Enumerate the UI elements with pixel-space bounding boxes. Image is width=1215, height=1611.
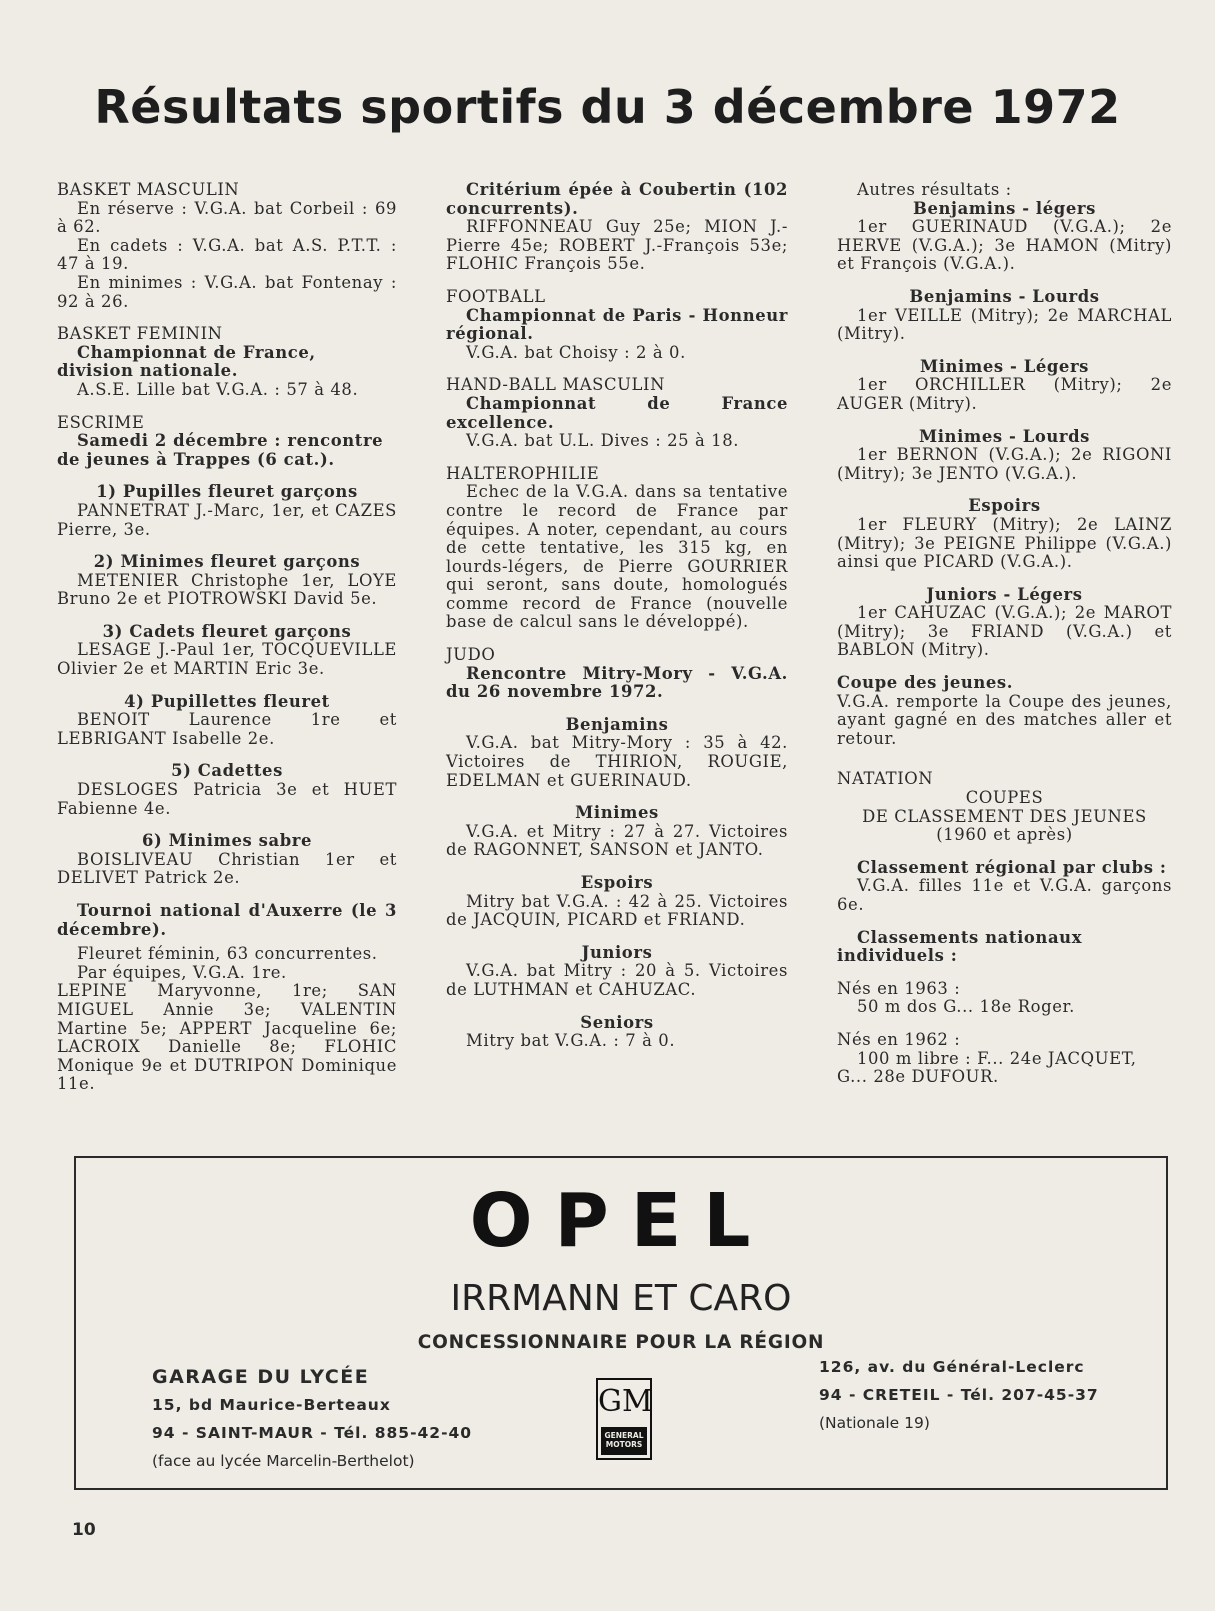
result-line: V.G.A. remporte la Coupe des jeunes, ayant gagné en des matches aller et retour.: [837, 691, 1172, 748]
result-line: V.G.A. filles 11e et V.G.A. garçons 6e.: [837, 876, 1172, 914]
section-judo: [446, 646, 788, 1051]
garage-note: (Nationale 19): [819, 1414, 930, 1432]
result-line: RIFFONNEAU Guy 25e; MION J.-Pierre 45e; ROBERT J.-François 53e; FLOHIC François 55e.: [446, 217, 788, 274]
category-title: Benjamins - Lourds: [909, 286, 1100, 306]
subheading: Coupe des jeunes.: [837, 673, 1014, 693]
result-line: 1er GUERINAUD (V.G.A.); 2e HERVE (V.G.A.); 3e HAMON (Mitry) et François (V.G.A.).: [837, 217, 1172, 274]
brand-logo: OPEL: [469, 1178, 773, 1264]
result-line: METENIER Christophe 1er, LOYE Bruno 2e et PIOTROWSKI David 5e.: [57, 570, 397, 609]
subheading: Nés en 1962 :: [837, 1029, 961, 1049]
subheading: Classements nationaux individuels :: [837, 927, 1083, 966]
result-line: En minimes : V.G.A. bat Fontenay : 92 à 26.: [57, 272, 397, 311]
result-line: BOISLIVEAU Christian 1er et DELIVET Patrick 2e.: [57, 849, 397, 888]
category-title: Espoirs: [580, 873, 654, 892]
subheading: Nés en 1963 :: [837, 978, 961, 998]
garage-name: GARAGE DU LYCÉE: [152, 1366, 370, 1388]
result-line: Mitry bat V.G.A. : 7 à 0.: [466, 1031, 676, 1051]
section-heading: JUDO: [446, 645, 496, 665]
result-line: 1er ORCHILLER (Mitry); 2e AUGER (Mitry).: [837, 375, 1172, 413]
gm-logo-icon: [596, 1378, 652, 1460]
category-title: 1) Pupilles fleuret garçons: [96, 482, 358, 502]
category-title: Benjamins: [565, 714, 669, 734]
section-escrime: [57, 414, 397, 1094]
garage-street: 126, av. du Général-Leclerc: [819, 1358, 1085, 1376]
category-title: Minimes - Légers: [919, 356, 1090, 376]
section-basket-masculin: [57, 181, 397, 311]
result-line: BENOIT Laurence 1re et LEBRIGANT Isabelle 2e.: [57, 710, 397, 748]
column-3: [837, 181, 1172, 1087]
section-heading: Autres résultats :: [857, 180, 1012, 199]
company-name: IRRMANN ET CARO: [450, 1278, 792, 1319]
subheading: Rencontre Mitry-Mory - V.G.A. du 26 novembre 1972.: [446, 663, 788, 702]
gm-logo-text: GM: [598, 1384, 653, 1419]
category-title: Juniors - Légers: [926, 584, 1083, 604]
section-heading: BASKET FEMININ: [57, 324, 223, 344]
garage-city-phone: 94 - SAINT-MAUR - Tél. 885-42-40: [152, 1424, 473, 1442]
section-halterophilie: [446, 465, 788, 632]
result-line: A.S.E. Lille bat V.G.A. : 57 à 48.: [77, 379, 359, 399]
result-line: 1er BERNON (V.G.A.); 2e RIGONI (Mitry); 3e JENTO (V.G.A.).: [837, 445, 1172, 483]
result-line: 1er CAHUZAC (V.G.A.); 2e MAROT (Mitry); 3e FRIAND (V.G.A.) et BABLON (Mitry).: [837, 603, 1172, 660]
opel-advertisement: [74, 1156, 1168, 1490]
garage-note: (face au lycée Marcelin-Berthelot): [152, 1452, 415, 1470]
result-line: V.G.A. bat U.L. Dives : 25 à 18.: [466, 431, 740, 451]
result-line: V.G.A. bat Choisy : 2 à 0.: [466, 342, 686, 362]
subheading: Championnat de France, division nationale.: [57, 342, 316, 381]
category-title: 2) Minimes fleuret garçons: [93, 552, 361, 572]
result-line: Fleuret féminin, 63 concurrentes.: [77, 944, 378, 964]
result-line: PANNETRAT J.-Marc, 1er, et CAZES Pierre, 3e.: [57, 500, 397, 539]
section-epee: [446, 181, 788, 274]
category-title: 4) Pupillettes fleuret: [124, 691, 330, 711]
category-title: 6) Minimes sabre: [141, 831, 313, 851]
result-line: 1er FLEURY (Mitry); 2e LAINZ (Mitry); 3e PEIGNE Philippe (V.G.A.) ainsi que PICARD (V.G.A.).: [837, 514, 1172, 572]
garage-left-address: [152, 1363, 472, 1475]
subheading: Classement régional par clubs :: [857, 857, 1167, 877]
column-2: [446, 181, 788, 1065]
subheading: Tournoi national d'Auxerre (le 3 décembre).: [57, 901, 397, 939]
section-basket-feminin: [57, 325, 397, 399]
garage-right-address: [819, 1353, 1099, 1437]
section-heading: ESCRIME: [57, 412, 145, 432]
result-line: En cadets : V.G.A. bat A.S. P.T.T. : 47 à 19.: [57, 235, 397, 274]
subheading: Championnat de France excellence.: [446, 393, 788, 432]
section-heading: HALTEROPHILIE: [446, 463, 600, 483]
result-line: LESAGE J.-Paul 1er, TOCQUEVILLE Olivier 2e et MARTIN Eric 3e.: [57, 640, 397, 679]
category-title: COUPES: [965, 788, 1044, 808]
category-title: 3) Cadets fleuret garçons: [102, 621, 352, 641]
category-title: Minimes - Lourds: [918, 426, 1091, 446]
section-heading: FOOTBALL: [446, 286, 546, 306]
category-title: Seniors: [580, 1012, 654, 1032]
section-heading: BASKET MASCULIN: [57, 180, 240, 199]
gm-logo-band: GENERAL MOTORS: [601, 1427, 647, 1455]
column-1: [57, 181, 397, 1108]
result-line: V.G.A. et Mitry : 27 à 27. Victoires de RAGONNET, SANSON et JANTO.: [446, 821, 788, 860]
subheading: Samedi 2 décembre : rencontre de jeunes à Trappes (6 cat.).: [57, 431, 384, 469]
subheading: Championnat de Paris - Honneur régional.: [446, 305, 788, 344]
section-heading: HAND-BALL MASCULIN: [446, 375, 666, 395]
result-line: LEPINE Maryvonne, 1re; SAN MIGUEL Annie 3e; VALENTIN Martine 5e; APPERT Jacqueline 6e; LACROIX Danielle 8e; FLOHIC Monique 9e et DUTRIPON Dominique 11e.: [57, 981, 397, 1094]
result-line: V.G.A. bat Mitry-Mory : 35 à 42. Victoires de THIRION, ROUGIE, EDELMAN et GUERINAUD.: [446, 733, 788, 790]
subheading: Critérium épée à Coubertin (102 concurrents).: [446, 180, 788, 218]
page-number: 10: [72, 1520, 96, 1540]
ad-tagline: CONCESSIONNAIRE POUR LA RÉGION: [417, 1332, 825, 1353]
result-line: DESLOGES Patricia 3e et HUET Fabienne 4e.: [57, 780, 397, 818]
garage-city-phone: 94 - CRETEIL - Tél. 207-45-37: [819, 1386, 1099, 1404]
page-title: Résultats sportifs du 3 décembre 1972: [94, 80, 1121, 134]
section-heading: NATATION: [837, 769, 934, 789]
section-football: [446, 288, 788, 362]
result-line: En réserve : V.G.A. bat Corbeil : 69 à 62.: [57, 198, 397, 237]
result-line: 50 m dos G... 18e Roger.: [857, 997, 1075, 1017]
category-title: Espoirs: [968, 496, 1041, 516]
section-handball: [446, 376, 788, 450]
category-title: Juniors: [581, 942, 653, 962]
article-text: Echec de la V.G.A. dans sa tentative contre le record de France par équipes. A noter, cependant, au cours de cette tentative, les 315 kg, en lourds-légers, de Pierre GOURRIER qui seront, sans doute, homologués comme record de France (nouvelle base de calcul sans le développé).: [446, 482, 788, 632]
category-title: 5) Cadettes: [171, 761, 283, 781]
category-title: (1960 et après): [936, 825, 1073, 845]
result-line: 100 m libre : F... 24e JACQUET, G... 28e DUFOUR.: [837, 1048, 1137, 1087]
category-title: Minimes: [575, 803, 659, 823]
result-line: Par équipes, V.G.A. 1re.: [77, 962, 287, 982]
category-title: Benjamins - légers: [913, 198, 1096, 218]
garage-street: 15, bd Maurice-Berteaux: [152, 1396, 391, 1414]
category-title: DE CLASSEMENT DES JEUNES: [862, 806, 1147, 826]
result-line: 1er VEILLE (Mitry); 2e MARCHAL (Mitry).: [837, 305, 1172, 344]
result-line: V.G.A. bat Mitry : 20 à 5. Victoires de LUTHMAN et CAHUZAC.: [446, 961, 788, 999]
result-line: Mitry bat V.G.A. : 42 à 25. Victoires de JACQUIN, PICARD et FRIAND.: [446, 891, 788, 930]
